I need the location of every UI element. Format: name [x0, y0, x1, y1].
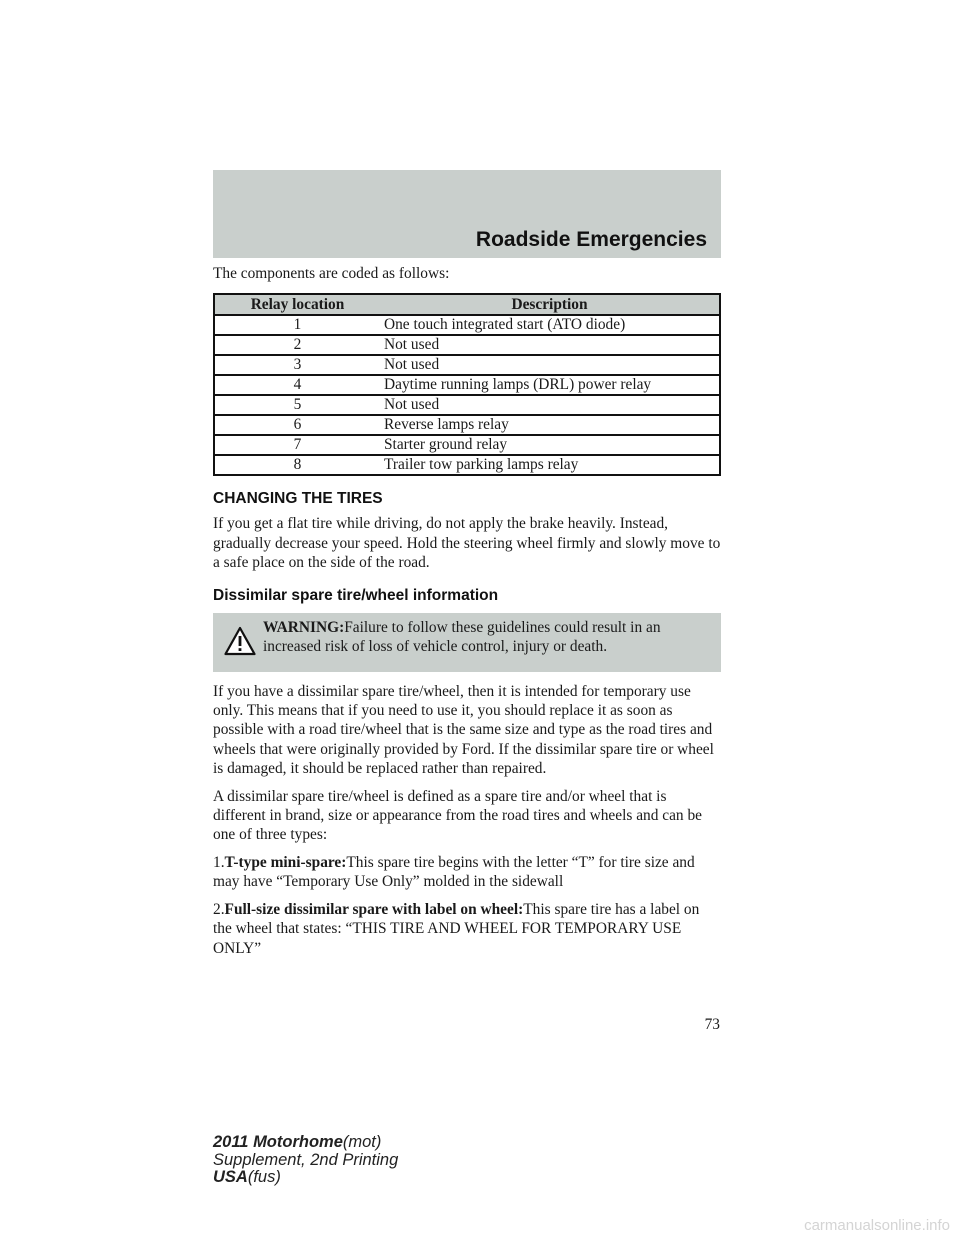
relay-location-cell: 2: [214, 335, 380, 355]
page-content: [213, 264, 721, 966]
footer-line-1: [213, 1134, 398, 1152]
warning-triangle-icon: [224, 626, 256, 656]
table-row: [214, 455, 720, 475]
relay-description-cell: Trailer tow parking lamps relay: [380, 455, 720, 475]
list-item: [213, 853, 721, 892]
table-row: [214, 395, 720, 415]
dissimilar-spare-heading: Dissimilar spare tire/wheel information: [213, 586, 499, 604]
warning-message: Failure to follow these guidelines could result in an increased risk of loss of vehicle control, injury or death.: [263, 618, 661, 656]
relay-description-cell: Reverse lamps relay: [380, 415, 720, 435]
dissimilar-paragraph-2: A dissimilar spare tire/wheel is defined as a spare tire and/or wheel that is different in brand, size or appearance from the road tires and wheels and can be one of three types:: [213, 787, 703, 844]
relay-description-cell: Daytime running lamps (DRL) power relay: [380, 375, 720, 395]
relay-location-cell: 4: [214, 375, 380, 395]
warning-label: WARNING:: [263, 618, 345, 636]
footer-region: USA: [213, 1168, 248, 1186]
section-title: Roadside Emergencies: [475, 228, 707, 251]
list-item-number: 1.: [213, 853, 225, 871]
footer-model-code: (mot): [342, 1133, 382, 1151]
list-item-text: This spare tire begins with the letter “T” for tire size and may have “Temporary Use Only” molded in the sidewall: [213, 853, 695, 891]
watermark: carmanualsonline.info: [804, 1217, 950, 1234]
list-item-text: This spare tire has a label on the wheel that states: “THIS TIRE AND WHEEL FOR TEMPORARY USE ONLY”: [213, 900, 700, 957]
page-number: 73: [704, 1016, 720, 1033]
list-item-label: T-type mini-spare:: [224, 853, 347, 871]
column-header-description: Description: [380, 294, 720, 315]
table-row: [214, 375, 720, 395]
footer-printing: Supplement, 2nd Printing: [213, 1150, 399, 1169]
relay-description-cell: Not used: [380, 355, 720, 375]
footer-line-3: [213, 1169, 398, 1187]
warning-box: [213, 613, 721, 672]
list-item-label: Full-size dissimilar spare with label on wheel:: [224, 900, 524, 918]
relay-description-cell: Starter ground relay: [380, 435, 720, 455]
document-footer: [213, 1134, 398, 1187]
relay-location-cell: 6: [214, 415, 380, 435]
footer-region-code: (fus): [247, 1168, 281, 1186]
relay-location-cell: 3: [214, 355, 380, 375]
table-row: [214, 315, 720, 335]
list-item: [213, 900, 721, 958]
relay-location-cell: 7: [214, 435, 380, 455]
footer-line-2: [213, 1152, 398, 1170]
table-row: [214, 435, 720, 455]
relay-location-cell: 1: [293, 316, 302, 334]
dissimilar-paragraph-1: If you have a dissimilar spare tire/wheel, then it is intended for temporary use only. This means that if you need to use it, you should replace it as soon as possible with a road tire/wheel that is the same size and type as the road tires and wheels that were originally provided by Ford. If the dissimilar spare tire or wheel is damaged, it should be replaced rather than repaired.: [213, 682, 714, 778]
relay-description-cell: Not used: [380, 395, 720, 415]
list-item-number: 2.: [213, 900, 225, 918]
column-header-relay-location: Relay location: [214, 294, 380, 315]
intro-text: The components are coded as follows:: [213, 265, 450, 282]
table-row: [214, 355, 720, 375]
section-header-bar: [213, 170, 721, 258]
changing-tires-text: If you get a flat tire while driving, do not apply the brake heavily. Instead, gradually decrease your speed. Hold the steering wheel firmly and slowly move to a safe place on the side of the road.: [213, 515, 721, 572]
relay-location-cell: 5: [214, 395, 380, 415]
relay-table: [213, 293, 721, 476]
relay-location-cell: 8: [214, 455, 380, 475]
table-row: [214, 415, 720, 435]
warning-text: [263, 618, 715, 657]
relay-description-cell: One touch integrated start (ATO diode): [384, 316, 626, 334]
relay-description-cell: Not used: [380, 335, 720, 355]
footer-model: 2011 Motorhome: [213, 1133, 343, 1151]
table-row: [214, 335, 720, 355]
changing-tires-heading: CHANGING THE TIRES: [213, 490, 383, 508]
